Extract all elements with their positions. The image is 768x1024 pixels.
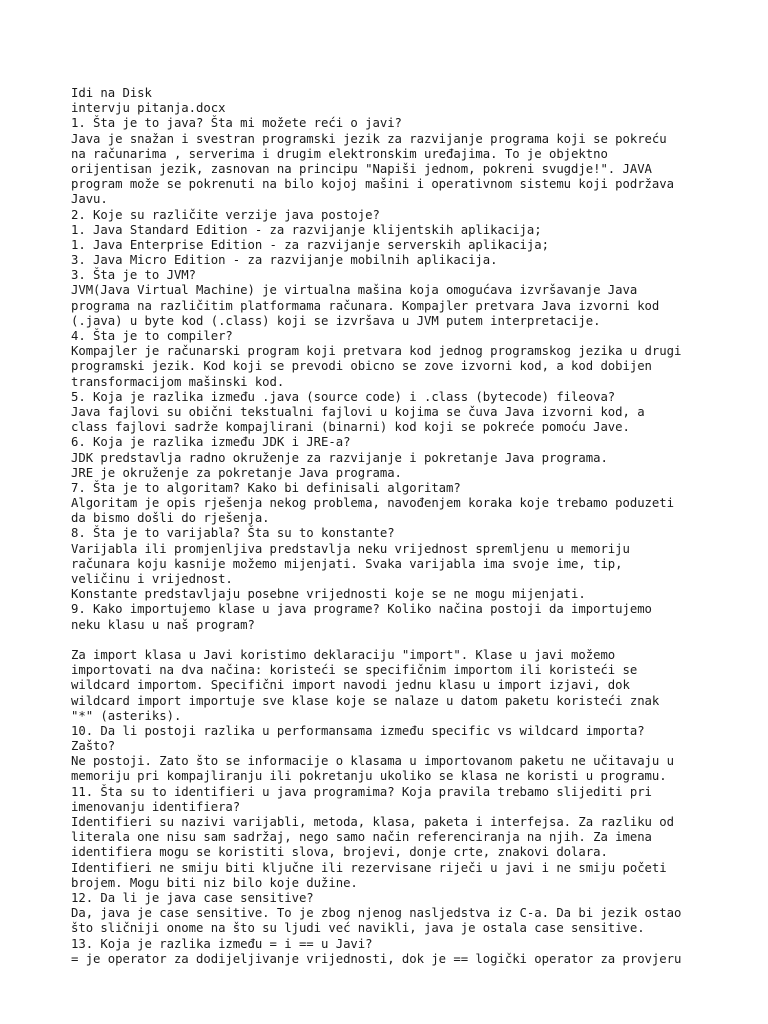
document-line: Kompajler je računarski program koji pretvara kod jednog programskog jezika u drugi <box>71 344 682 359</box>
drive-link[interactable]: Idi na Disk <box>71 86 152 100</box>
document-line: 10. Da li postoji razlika u performansama između specific vs wildcard importa? <box>71 723 645 738</box>
document-line: class fajlovi sadrže kompajlirani (binarni) kod koji se pokreće pomoću Jave. <box>71 420 630 435</box>
document-line: Ne postoji. Zato što se informacije o klasama u importovanom paketu ne učitavaju u <box>71 754 674 769</box>
document-line: Varijabla ili promjenljiva predstavlja neku vrijednost spremljenu u memoriju <box>71 541 630 556</box>
document-line: JVM(Java Virtual Machine) je virtualna mašina koja omogućava izvršavanje Java <box>71 283 638 298</box>
document-line: Zašto? <box>71 739 116 754</box>
document-line: JRE je okruženje za pokretanje Java programa. <box>71 465 402 480</box>
document-line: Identifieri su nazivi varijabli, metoda, klasa, paketa i interfejsa. Za razliku od <box>71 815 674 829</box>
document-line: = je operator za dodijeljivanje vrijednosti, dok je == logički operator za provjeru <box>71 951 682 966</box>
document-line: literala one nisu sam sadržaj, nego samo način referenciranja na njih. Za imena <box>71 830 652 845</box>
document-line: brojem. Mogu biti niz bilo koje dužine. <box>71 875 358 890</box>
document-line: wildcard import importuje sve klase koje se nalaze u datom paketu koristeći znak <box>71 693 660 708</box>
document-body <box>71 86 751 967</box>
document-line: 7. Šta je to algoritam? Kako bi definisali algoritam? <box>71 480 461 495</box>
document-line: 12. Da li je java case sensitive? <box>71 890 314 905</box>
document-line: importovati na dva načina: koristeći se specifičnim importom ili koristeći se <box>71 663 638 678</box>
document-line <box>71 633 751 648</box>
document-line: Da, java je case sensitive. To je zbog njenog nasljedstva iz C-a. Da bi jezik ostao <box>71 906 682 921</box>
document-line: 1. Java Enterprise Edition - za razvijanje serverskih aplikacija; <box>71 237 549 252</box>
document-line: program može se pokrenuti na bilo kojoj mašini i operativnom sistemu koji podržava <box>71 177 674 192</box>
document-line: što sličniji onome na što su ljudi već navikli, java je ostala case sensitive. <box>71 921 645 936</box>
document-line: transformacijom mašinski kod. <box>71 374 285 389</box>
document-line: 2. Koje su različite verzije java postoje? <box>71 207 380 222</box>
document-line: 13. Koja je razlika između = i == u Javi? <box>71 936 373 951</box>
document-line: imenovanju identifiera? <box>71 799 241 814</box>
document-line: 1. Java Standard Edition - za razvijanje klijentskih aplikacija; <box>71 222 542 237</box>
document-line: 9. Kako importujemo klase u java programe? Koliko načina postoji da importujemo <box>71 602 652 617</box>
document-line: (.java) u byte kod (.class) koji se izvršava u JVM putem interpretacije. <box>71 313 601 328</box>
document-line: "*" (asteriks). <box>71 708 182 723</box>
document-line: 3. Šta je to JVM? <box>71 268 197 283</box>
document-line: Javu. <box>71 192 108 207</box>
document-line: Za import klasa u Javi koristimo deklaraciju "import". Klase u javi možemo <box>71 647 616 662</box>
document-line: Java je snažan i svestran programski jezik za razvijanje programa koji se pokreću <box>71 131 667 146</box>
document-line: 8. Šta je to varijabla? Šta su to konstante? <box>71 526 395 541</box>
document-line: programski jezik. Kod koji se prevodi obicno se zove izvorni kod, a kod dobijen <box>71 359 652 374</box>
document-text <box>71 116 751 967</box>
document-line: Algoritam je opis rješenja nekog problema, navođenjem koraka koje trebamo poduzeti <box>71 496 674 511</box>
document-line: programa na različitim platformama računara. Kompajler pretvara Java izvorni kod <box>71 298 660 313</box>
document-line: računara koju kasnije možemo mijenjati. Svaka varijabla ima svoje ime, tip, <box>71 556 623 571</box>
document-line: orijentisan jezik, zasnovan na principu "Napiši jednom, pokreni svugdje!". JAVA <box>71 161 652 176</box>
document-line: Java fajlovi su obični tekstualni fajlovi u kojima se čuva Java izvorni kod, a <box>71 404 645 419</box>
document-line: memoriju pri kompajliranju ili pokretanju ukoliko se klasa ne koristi u programu. <box>71 769 667 784</box>
file-name: intervju pitanja.docx <box>71 101 226 116</box>
document-line: veličinu i vrijednost. <box>71 572 233 586</box>
document-line: 3. Java Micro Edition - za razvijanje mobilnih aplikacija. <box>71 253 498 268</box>
document-line: Identifieri ne smiju biti ključne ili rezervisane riječi u javi i ne smiju početi <box>71 860 667 875</box>
document-line: na računarima , serverima i drugim elektronskim uređajima. To je objektno <box>71 146 608 161</box>
document-line: 6. Koja je razlika između JDK i JRE-a? <box>71 435 351 450</box>
document-line: 4. Šta je to compiler? <box>71 329 233 343</box>
document-line: wildcard importom. Specifični import navodi jednu klasu u import izjavi, dok <box>71 678 630 693</box>
document-line: 11. Šta su to identifieri u java programima? Koja pravila trebamo slijediti pri <box>71 784 652 799</box>
document-line: neku klasu u naš program? <box>71 617 255 632</box>
document-line: 1. Šta je to java? Šta mi možete reći o javi? <box>71 116 402 131</box>
document-line: JDK predstavlja radno okruženje za razvijanje i pokretanje Java programa. <box>71 450 608 465</box>
document-line: 5. Koja je razlika između .java (source code) i .class (bytecode) fileova? <box>71 389 616 404</box>
document-line: da bismo došli do rješenja. <box>71 511 270 526</box>
document-line: identifiera mogu se koristiti slova, brojevi, donje crte, znakovi dolara. <box>71 845 608 860</box>
document-line: Konstante predstavljaju posebne vrijednosti koje se ne mogu mijenjati. <box>71 587 586 602</box>
